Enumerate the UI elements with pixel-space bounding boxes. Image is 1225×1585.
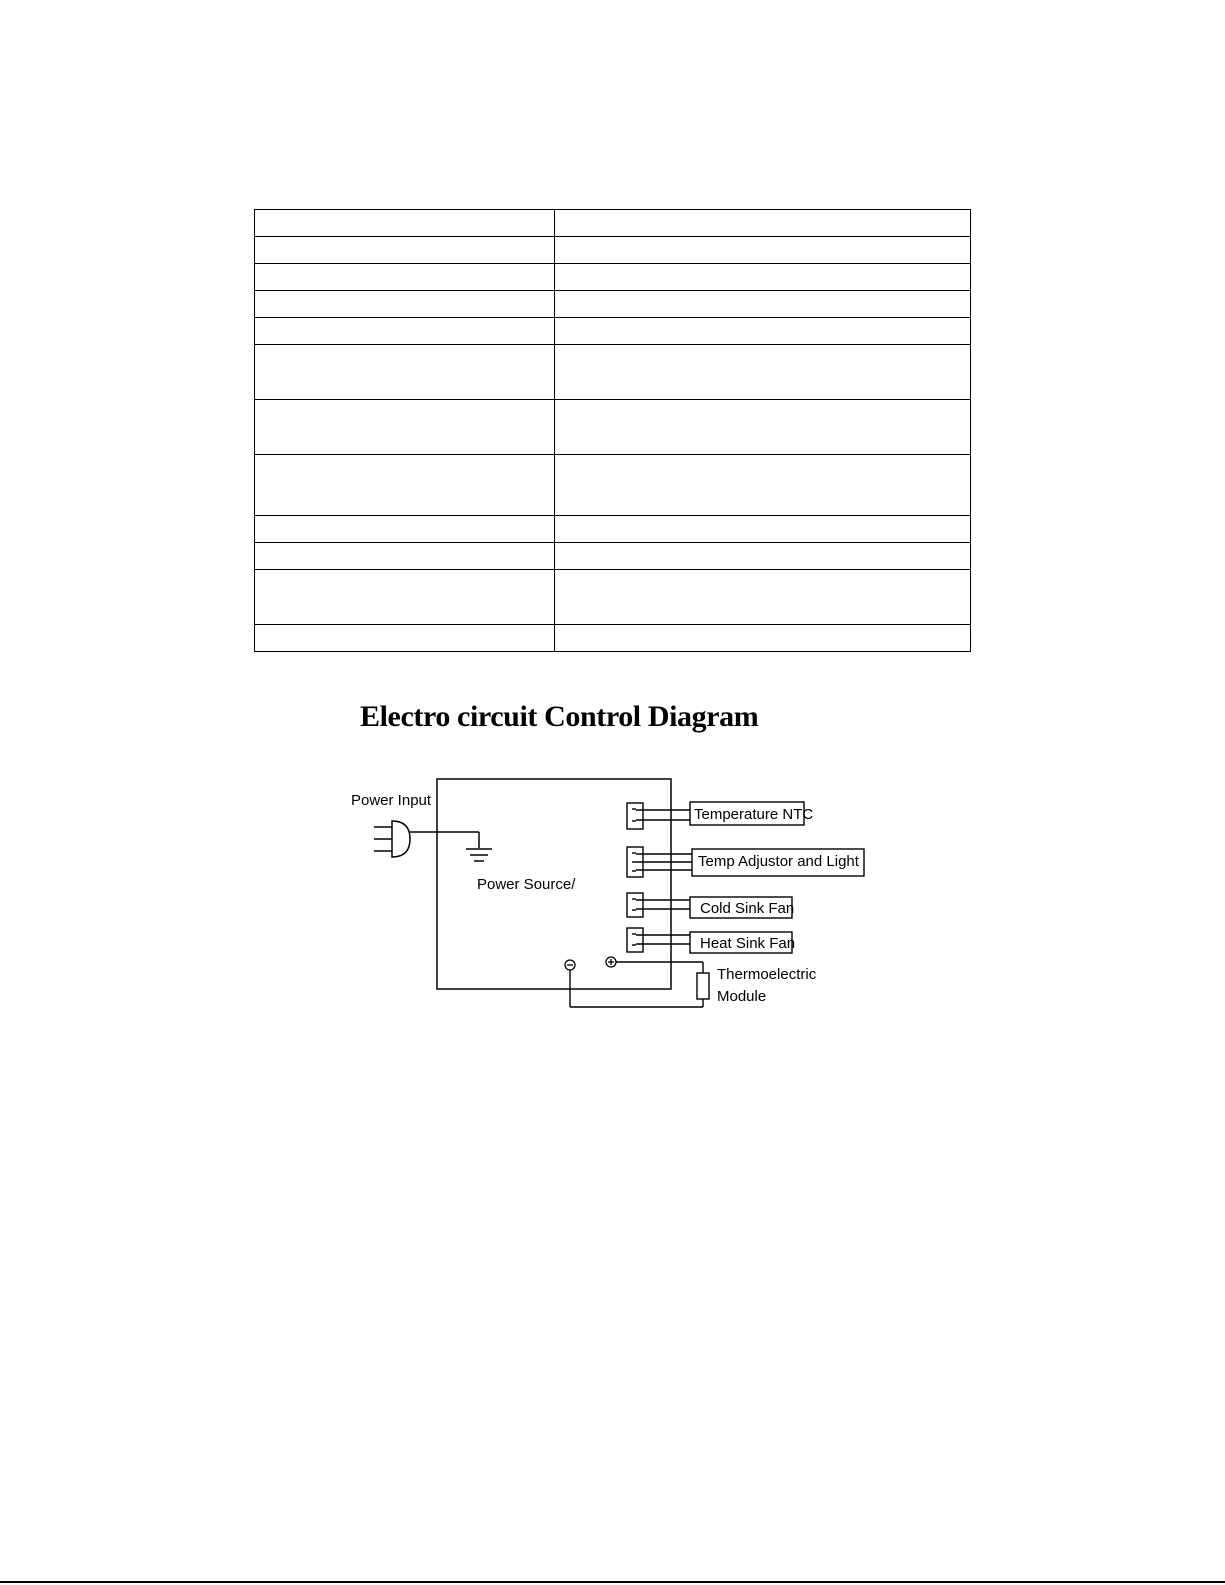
- spec-value: [555, 400, 971, 455]
- ground-icon: [466, 849, 492, 861]
- spec-table: [254, 209, 971, 652]
- spec-label: [255, 237, 555, 264]
- spec-value: [555, 570, 971, 625]
- diagram-title: Electro circuit Control Diagram: [360, 700, 759, 733]
- heat-sink-fan-label: Heat Sink Fan: [700, 935, 796, 952]
- spec-value: [555, 264, 971, 291]
- table-row: [255, 625, 971, 652]
- table-row: [255, 237, 971, 264]
- temp-adjustor-label: Temp Adjustor and Light: [698, 853, 859, 870]
- spec-label: [255, 264, 555, 291]
- module-label: Module: [717, 988, 767, 1005]
- table-row: [255, 570, 971, 625]
- spec-label: [255, 570, 555, 625]
- table-row: [255, 345, 971, 400]
- terminal-minus: [565, 960, 575, 970]
- spec-value: [555, 210, 971, 237]
- table-row: [255, 291, 971, 318]
- spec-value: [555, 291, 971, 318]
- spec-label: [255, 516, 555, 543]
- spec-label: [255, 455, 555, 516]
- spec-label: [255, 210, 555, 237]
- circuit-diagram: [340, 775, 880, 1025]
- spec-value: [555, 345, 971, 400]
- page-bottom-rule: [0, 1581, 1225, 1583]
- table-row: [255, 516, 971, 543]
- spec-label: [255, 291, 555, 318]
- spec-label: [255, 318, 555, 345]
- module-wiring: [570, 962, 709, 1007]
- spec-label: [255, 543, 555, 570]
- table-row: [255, 264, 971, 291]
- spec-value: [555, 543, 971, 570]
- table-row: [255, 318, 971, 345]
- spec-value: [555, 237, 971, 264]
- spec-label: [255, 345, 555, 400]
- table-row: [255, 210, 971, 237]
- plug-icon: [374, 821, 479, 857]
- terminal-plus: [606, 957, 616, 967]
- spec-value: [555, 516, 971, 543]
- table-row: [255, 400, 971, 455]
- spec-value: [555, 625, 971, 652]
- thermoelectric-label: Thermoelectric: [717, 966, 817, 983]
- spec-label: [255, 400, 555, 455]
- table-row: [255, 455, 971, 516]
- power-source-label: Power Source/: [477, 876, 576, 893]
- temperature-ntc-label: Temperature NTC: [694, 806, 814, 823]
- spec-value: [555, 318, 971, 345]
- cold-sink-fan-label: Cold Sink Fan: [700, 900, 795, 917]
- spec-value: [555, 455, 971, 516]
- spec-label: [255, 625, 555, 652]
- power-input-label: Power Input: [351, 792, 432, 809]
- table-row: [255, 543, 971, 570]
